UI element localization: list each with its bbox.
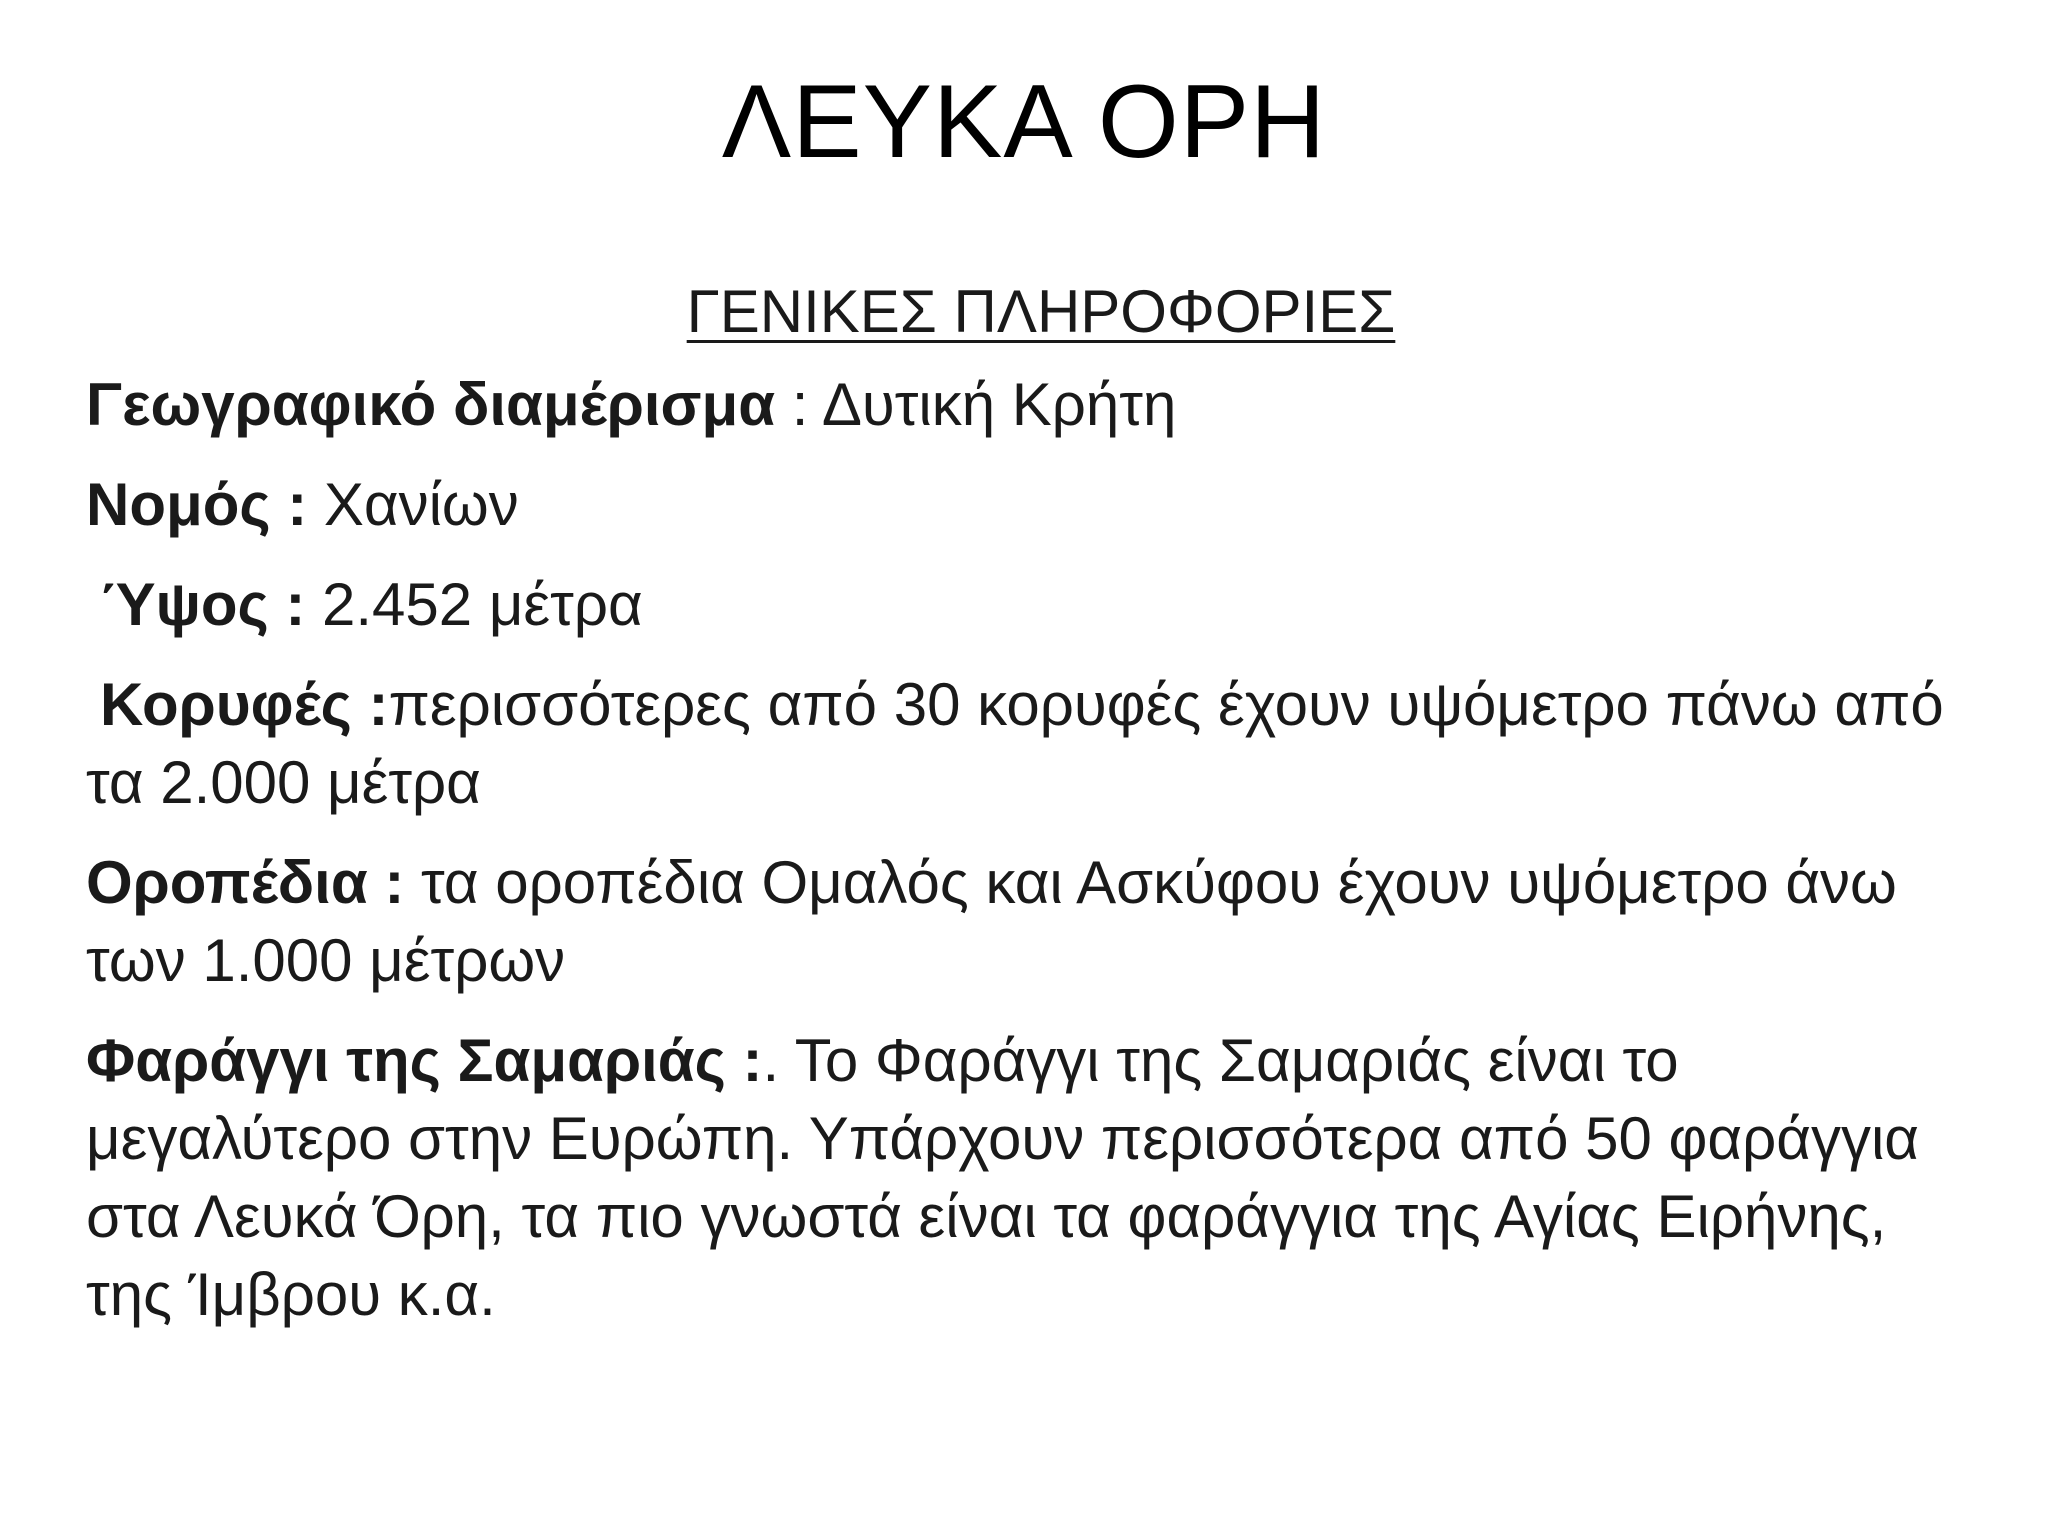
- info-label: Ύψος :: [100, 571, 306, 638]
- info-altitude: [86, 566, 1976, 644]
- info-peaks: [86, 666, 1976, 822]
- info-value: 2.452 μέτρα: [305, 571, 643, 638]
- section-heading: ΓΕΝΙΚΕΣ ΠΛΗΡΟΦΟΡΙΕΣ: [686, 278, 1396, 345]
- info-samaria-gorge: [86, 1022, 1976, 1334]
- slide-title: ΛΕΥΚΑ ΟΡΗ: [721, 64, 1327, 180]
- info-value: περισσότερες από 30 κορυφές έχουν υψόμετρο πάνω από τα 2.000 μέτρα: [86, 671, 1944, 816]
- info-value: τα οροπέδια Ομαλός και Ασκύφου έχουν υψόμετρο άνω των 1.000 μέτρων: [86, 849, 1897, 994]
- info-label: Οροπέδια :: [86, 849, 405, 916]
- info-value: : Δυτική Κρήτη: [775, 371, 1177, 438]
- info-label: Γεωγραφικό διαμέρισμα: [86, 371, 776, 438]
- info-value: Χανίων: [307, 471, 519, 538]
- info-label: Φαράγγι της Σαμαριάς :: [86, 1027, 763, 1094]
- info-label: Κορυφές :: [100, 671, 389, 738]
- info-label: Νομός :: [86, 471, 308, 538]
- slide-body: [86, 270, 1976, 1356]
- info-prefecture: [86, 466, 1976, 544]
- info-geographic-region: [86, 366, 1976, 444]
- info-plateaus: [86, 844, 1976, 1000]
- info-value: . Το Φαράγγι της Σαμαριάς είναι το μεγαλύτερο στην Ευρώπη. Υπάρχουν περισσότερα από 50 φαράγγια στα Λευκά Όρη, τα πιο γνωστά είναι τα φαράγγια της Αγίας Ειρήνης, της Ίμβρου κ.α.: [86, 1027, 1919, 1328]
